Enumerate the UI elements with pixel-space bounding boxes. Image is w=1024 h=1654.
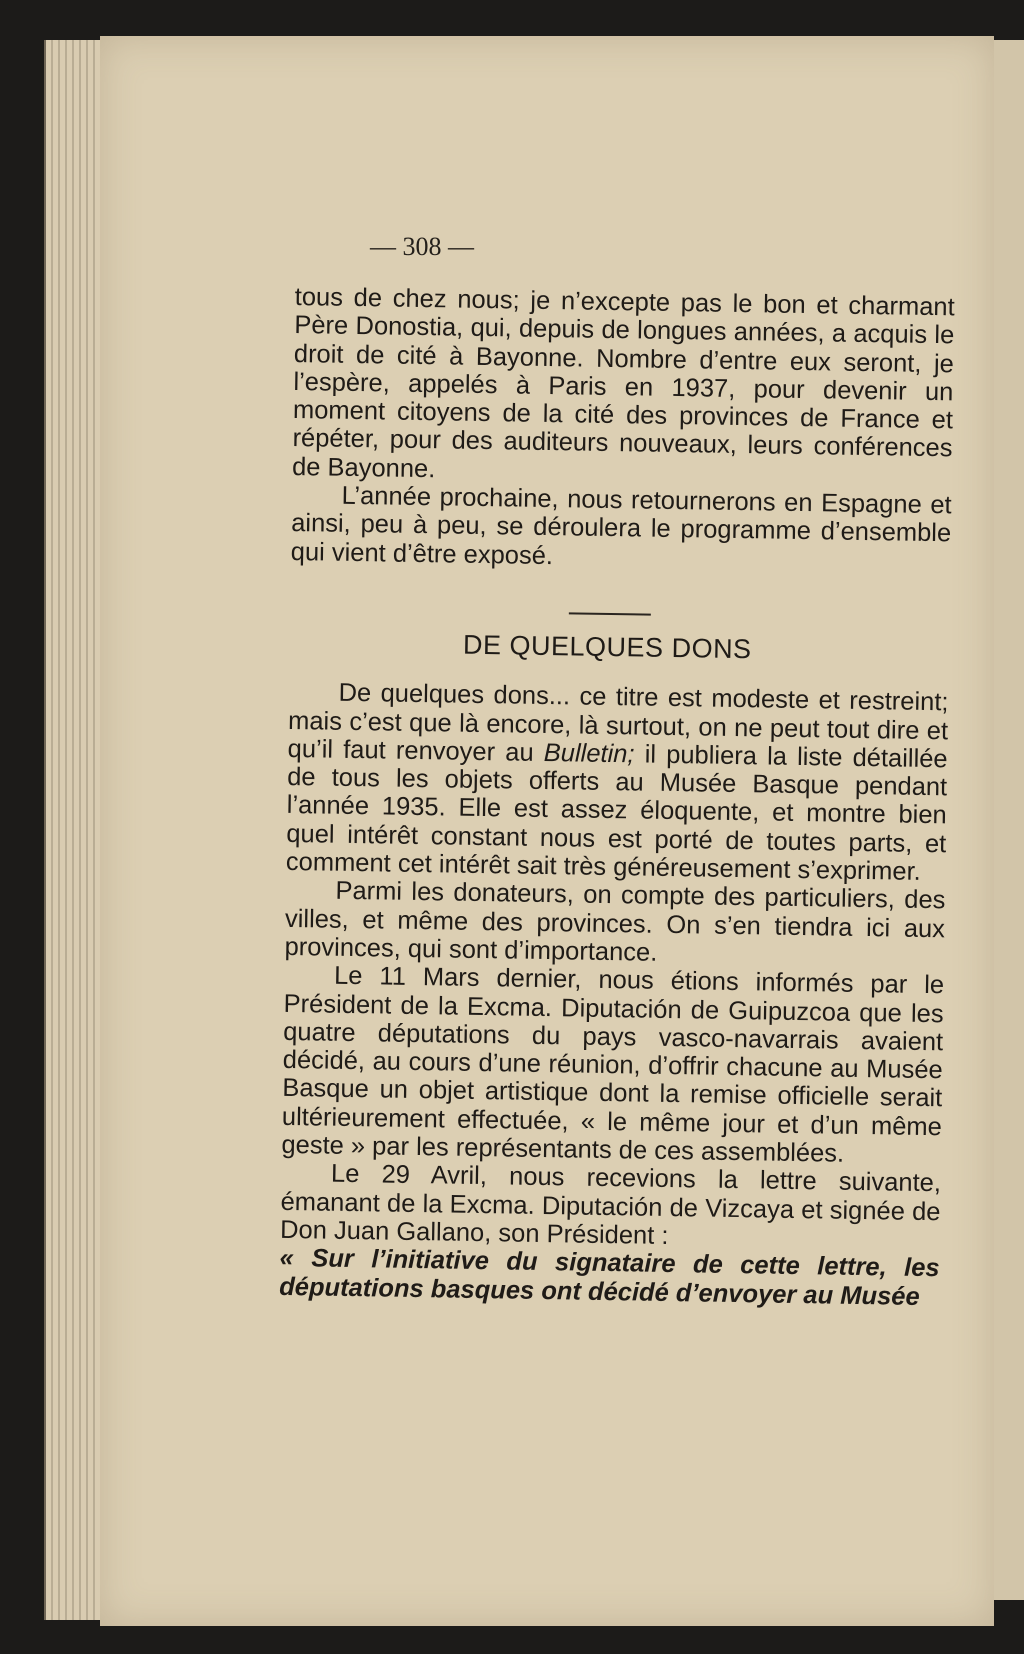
facing-page-edge: [990, 40, 1024, 1600]
letter-quote: « Sur l’initiative du signataire de cette lettre, les députations basques ont décidé d’envoyer au Musée: [279, 1244, 940, 1311]
page-text: [279, 283, 955, 1311]
paragraph-donateurs: Parmi les donateurs, on compte des particuliers, des villes, et même des provinces. On s’en tiendra ici aux provinces, qui sont d’importance.: [284, 877, 946, 967]
paragraph-dons-intro-start: De quelques dons... ce titre est modeste et restreint; mais c’est que là encore, là surtout, on ne peut tout dire et qu’il faut renvoyer au: [287, 679, 949, 767]
paragraph-continued: tous de chez nous; je n’excepte pas le bon et charmant Père Donostia, qui, depuis de longues années, a acquis le droit de cité à Bayonne. Nombre d’entre eux seront, je l’espère, appelés à Paris en 1937, pour devenir un moment citoyens de la cité des provinces de France et répéter, pour des auditeurs nouveaux, leurs conférences de Bayonne.: [291, 283, 955, 484]
section-separator: [569, 612, 651, 615]
paragraph-next-year: L’année prochaine, nous retournerons en Espagne et ainsi, peu à peu, se déroulera le programme d’ensemble qui vient d’être exposé.: [290, 481, 952, 570]
page-number: — 308 —: [370, 232, 474, 261]
paragraph-dons-intro: [286, 678, 949, 886]
section-heading: DE QUELQUES DONS: [462, 629, 752, 665]
paragraph-dons-intro-end: il publiera la liste détaillée de tous les objets offerts au Musée Basque pendant l’année 1935. Elle est assez éloquente, et montre bien quel intérêt constant nous est porté de toutes parts, et comment cet intérêt sait très généreusement s’exprimer.: [285, 740, 948, 886]
paragraph-29-avril: Le 29 Avril, nous recevions la lettre suivante, émanant de la Excma. Diputación de Vizcaya et signée de Don Juan Gallano, son Président :: [279, 1159, 942, 1250]
bulletin-title: Bulletin;: [543, 738, 635, 769]
paragraph-11-mars: Le 11 Mars dernier, nous étions informés par le Président de la Excma. Diputación de Guipuzcoa que les quatre députations du pays vasco-navarrais avaient décidé, au cours d’une réunion, d’offrir chacune au Musée Basque un objet artistique dont la remise officielle serait ultérieurement effectuée, « le même jour et d’un même geste » par les représentants de ces assemblées.: [281, 961, 945, 1168]
